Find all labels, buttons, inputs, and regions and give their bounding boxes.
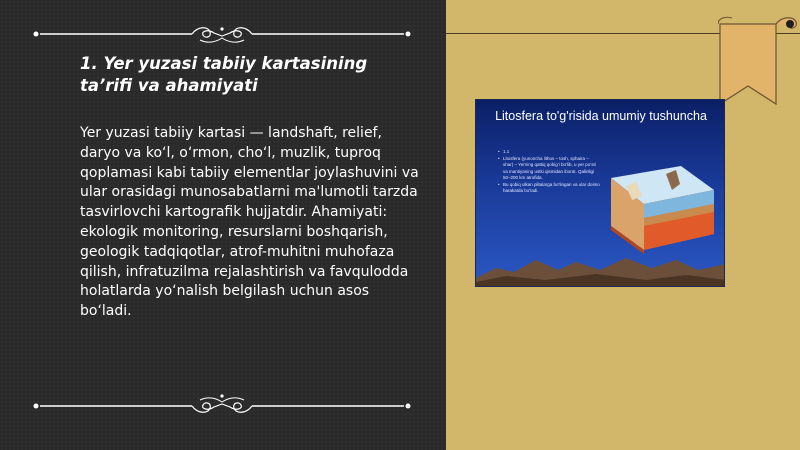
slide-title: 1. Yer yuzasi tabiiy kartasining ta’rifi va ahamiyati	[80, 54, 368, 95]
thumbnail-bullet: • 1.1	[498, 149, 600, 155]
slide-body-text: Yer yuzasi tabiiy kartasi — landshaft, relief, daryo va ko‘l, o‘rmon, cho‘l, muzlik, tuproq qoplamasi kabi tabiiy elementlar joylashuvini va ular orasidagi munosabatlarni ma'lumotli tarzda tasvirlovchi kartografik hujjatdir. Ahamiyati: ekologik monitoring, resurslarni boshqarish, geologik tadqiqotlar, atrof-muhitni muhofaza qilish, infratuzilma rejalashtirish va favqulodda holatlarda yo‘nalish belgilash uchun asos bo‘ladi.	[80, 125, 419, 320]
thumbnail-bullet: • Litosfera (yunoncha lithos – tosh, sphaira – shar) – Yerning qattiq qobig‘i bo‘lib, u yer po‘sti va mantiyaning ustki qismidan iborat. Qalinligi 50–200 km atrofida.	[498, 156, 600, 181]
bookmark-ribbon-icon	[718, 16, 800, 108]
thumbnail-bullet: • Bu qobiq ulkan plitalarga bo‘lingan va ular doimo harakatda bo‘ladi.	[498, 182, 600, 194]
embedded-slide-thumbnail	[475, 99, 725, 287]
thumbnail-title: Litosfera to'g'risida umumiy tushuncha	[495, 109, 707, 123]
flourish-divider-icon	[32, 22, 412, 46]
flourish-divider-icon	[32, 392, 412, 416]
thumbnail-bullet-list	[498, 149, 600, 195]
